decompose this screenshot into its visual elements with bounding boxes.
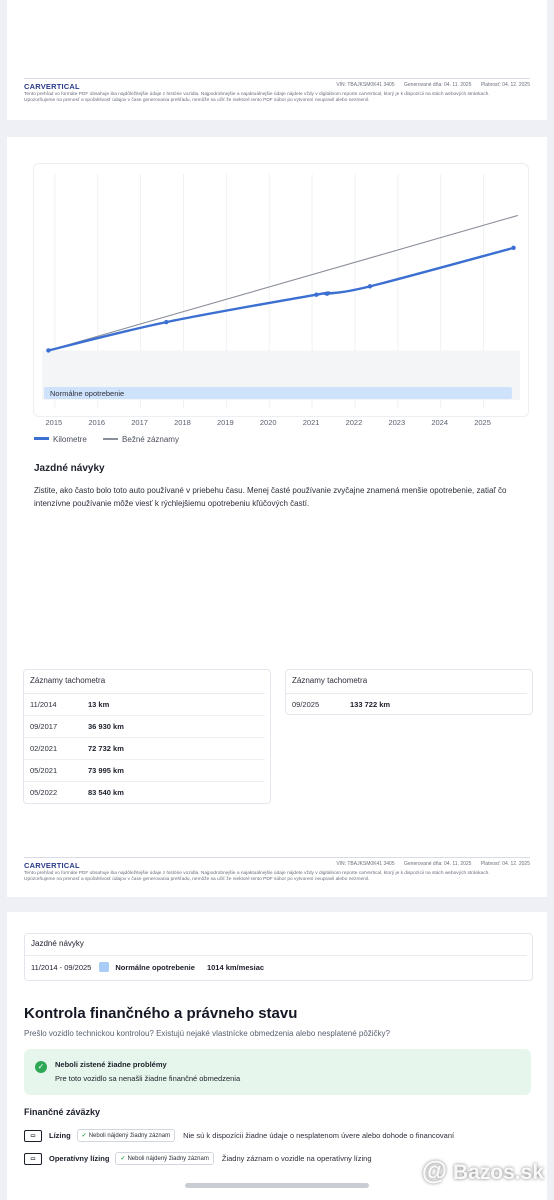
x-tick-label: 2021 [302, 418, 320, 427]
odometer-value: 13 km [88, 700, 110, 709]
x-tick-label: 2016 [88, 418, 106, 427]
series-common-line [48, 215, 517, 350]
odometer-row [24, 694, 265, 716]
footer-vin: VIN: TBAJKSM0K41 3405 [336, 82, 395, 88]
odometer-date: 11/2014 [30, 700, 57, 709]
footer-disclaimer: Tento prehľad vo formáte PDF obsahuje iba najdôležitejšie údaje z histórie vozidla. Najpodrobnejšie a najaktuálnejšie údaje nájdete vždy v digitálnom reporte carVertical, ktorý je k dispozícii na stách webových stránkach. Upozorňujeme na prenosť a spoľahlivosť údajov v čase generovania prehľadu, nemôže sa učiť že niektoré tento PDF súbor po vytvorení neupravil alebo nezmenil. [24, 92, 490, 104]
check-icon: ✓ [81, 1133, 87, 1139]
series-km-point [368, 284, 372, 288]
odometer-value: 133 722 km [350, 700, 391, 709]
x-tick-label: 2015 [45, 418, 63, 427]
footer-generated: Generované dňa: 04. 11. 2025 [404, 82, 472, 88]
obligations-title: Finančné záväzky [24, 1107, 101, 1117]
footer-meta [328, 861, 530, 867]
check-circle-icon: ✓ [35, 1061, 47, 1073]
x-tick-label: 2022 [345, 418, 363, 427]
odometer-row [24, 760, 265, 782]
odometer-date: 09/2017 [30, 722, 58, 731]
odometer-date: 02/2021 [30, 744, 58, 753]
odometer-value: 72 732 km [88, 744, 124, 753]
series-km-point [46, 348, 50, 352]
driving-text: Zistite, ako často bolo toto auto používané v priebehu času. Menej časté používanie zvyčajne znamená menšie opotrebenie, zatiaľ čo intenzívne používanie môže viesť k rýchlejšiemu opotrebeniu kľúčových častí. [34, 486, 507, 508]
odometer-date: 09/2025 [292, 700, 320, 709]
driving-habits-row [25, 956, 532, 972]
footer-valid: Platnosť: 04. 12. 2025 [480, 861, 530, 867]
footer-valid: Platnosť: 04. 12. 2025 [480, 82, 530, 88]
footer-meta [328, 82, 530, 88]
x-tick-label: 2018 [174, 418, 191, 427]
legend-common: Bežné záznamy [122, 435, 179, 444]
status-badge [115, 1152, 213, 1165]
odometer-table-right [285, 669, 533, 715]
footer-vin: VIN: TBAJKSM0K41 3405 [336, 861, 395, 867]
driving-habits-title: Jazdné návyky [25, 934, 527, 956]
finance-status-text: Pre toto vozidlo sa nenašli žiadne finančné obmedzenia [55, 1074, 241, 1083]
finance-status-title: Neboli zistené žiadne problémy [55, 1060, 167, 1069]
watermark [422, 1155, 544, 1186]
obligation-row-operative-leasing [24, 1152, 372, 1165]
odometer-value: 36 930 km [88, 722, 124, 731]
wear-label: Normálne opotrebenie [115, 962, 195, 972]
finance-heading: Kontrola finančného a právneho stavu [24, 1005, 298, 1022]
chart-legend [34, 435, 179, 444]
x-tick-label: 2017 [131, 418, 148, 427]
legend-swatch-common [103, 438, 118, 440]
legend-swatch-km [34, 437, 49, 440]
mileage-chart-svg [34, 164, 528, 416]
odometer-row [24, 716, 265, 738]
home-indicator[interactable] [185, 1183, 369, 1188]
x-tick-label: 2023 [388, 418, 406, 427]
odometer-date: 05/2022 [30, 788, 58, 797]
status-badge-text: Neboli nájdený žiadny záznam [88, 1133, 171, 1139]
odometer-table-title: Záznamy tachometra [24, 670, 265, 694]
report-page-mileage [7, 137, 547, 897]
footer-generated: Generované dňa: 04. 11. 2025 [404, 861, 472, 867]
odometer-value: 83 540 km [88, 788, 124, 797]
odometer-row [286, 694, 527, 715]
x-tick-label: 2024 [431, 418, 449, 427]
odometer-date: 05/2021 [30, 766, 58, 775]
driving-title: Jazdné návyky [34, 463, 105, 474]
driving-period: 11/2014 - 09/2025 [31, 962, 92, 972]
check-icon: ✓ [120, 1156, 126, 1162]
legend-km: Kilometre [53, 435, 87, 444]
at-icon: @ [421, 1155, 448, 1185]
page-footer [24, 78, 530, 105]
wear-value: 1014 km/mesiac [206, 962, 265, 972]
status-badge [77, 1129, 175, 1142]
odometer-table-left [23, 669, 271, 804]
wear-band-label: Normálne opotrebenie [50, 389, 125, 398]
series-km-point [325, 291, 329, 295]
series-km-point [164, 320, 168, 324]
x-tick-label: 2025 [474, 418, 491, 427]
obligation-row-leasing [24, 1129, 454, 1142]
obligation-label: Lízing [49, 1131, 71, 1140]
mileage-chart [33, 163, 529, 417]
brand-logo: CARVERTICAL [24, 861, 80, 870]
odometer-row [24, 738, 265, 760]
wear-swatch [99, 962, 109, 972]
obligation-text: Nie sú k dispozícii žiadne údaje o nesplatenom úvere alebo dohode o financovaní [183, 1131, 455, 1140]
x-tick-label: 2020 [259, 418, 277, 427]
car-document-icon: ▭ [24, 1130, 42, 1142]
obligation-label: Operatívny lízing [49, 1154, 110, 1163]
footer-disclaimer: Tento prehľad vo formáte PDF obsahuje iba najdôležitejšie údaje z histórie vozidla. Najpodrobnejšie a najaktuálnejšie údaje nájdete vždy v digitálnom reporte carVertical, ktorý je k dispozícii na stách webových stránkach. Upozorňujeme na prenosť a spoľahlivosť údajov v čase generovania prehľadu, nemôže sa učiť že niektoré tento PDF súbor po vytvorení neupravil alebo nezmenil. [24, 871, 490, 883]
odometer-row [24, 782, 265, 803]
obligation-text: Žiadny záznam o vozidle na operatívny lízing [221, 1154, 372, 1163]
x-tick-label: 2019 [216, 418, 234, 427]
odometer-value: 73 995 km [88, 766, 124, 775]
series-km-line [48, 248, 513, 351]
series-km-point [511, 246, 515, 250]
finance-status-box [24, 1049, 531, 1095]
page-footer [24, 857, 530, 884]
status-badge-text: Neboli nájdený žiadny záznam [127, 1156, 209, 1162]
odometer-table-title: Záznamy tachometra [286, 670, 527, 694]
series-km-point [314, 292, 318, 296]
car-document-icon: ▭ [24, 1153, 42, 1165]
report-page-top [7, 0, 547, 120]
brand-logo: CARVERTICAL [24, 82, 80, 91]
finance-subheading: Prešlo vozidlo technickou kontrolou? Existujú nejaké vlastnícke obmedzenia alebo nesplatené pôžičky? [24, 1029, 390, 1038]
driving-habits-table [24, 933, 533, 981]
watermark-text: Bazos.sk [452, 1161, 544, 1184]
